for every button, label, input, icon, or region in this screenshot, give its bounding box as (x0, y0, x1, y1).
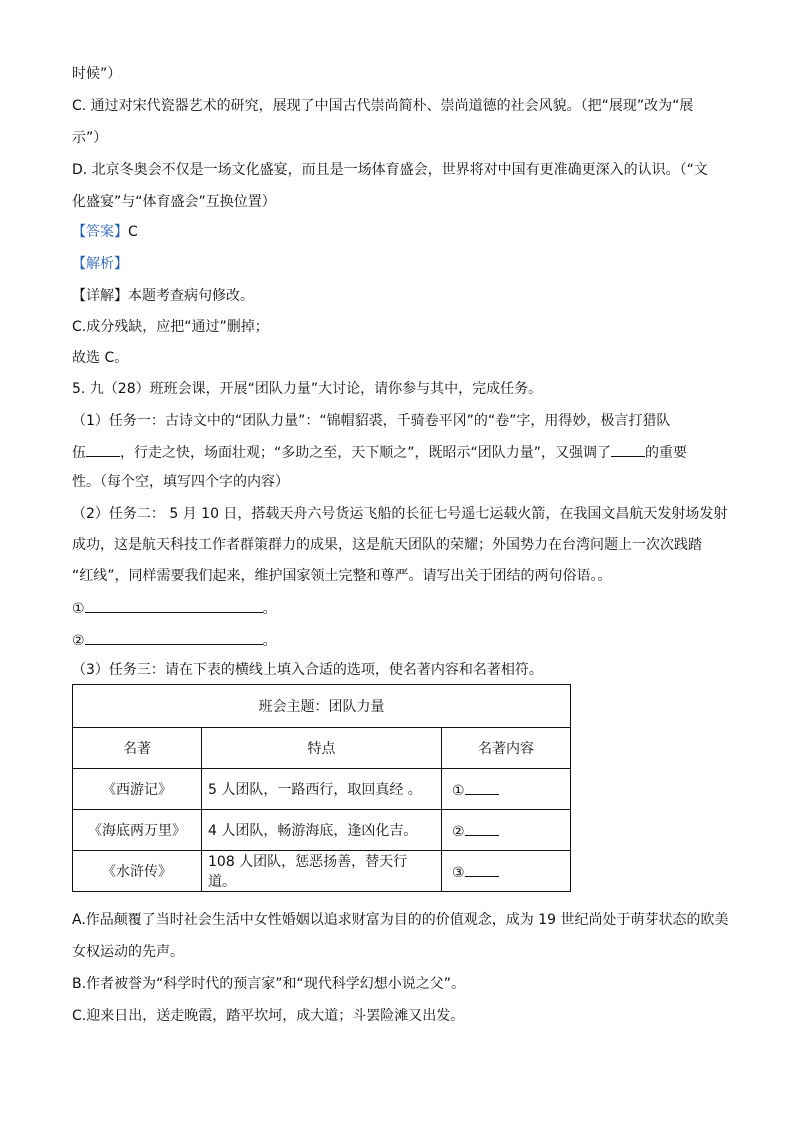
blank-field[interactable] (85, 598, 263, 613)
text-line: 成功，这是航天科技工作者群策群力的成果，这是航天团队的荣耀；外国势力在台湾问题上一次次践踏 (72, 537, 702, 553)
text-span: 的重要 (645, 445, 688, 461)
table-title: 班会主题：团队力量 (73, 685, 571, 728)
option-c-line: C. 通过对宋代瓷器艺术的研究，展现了中国古代崇尚简朴、崇尚道德的社会风貌。（把“展现”改为“展 (72, 98, 694, 114)
circle-number: ② (72, 633, 85, 649)
task-1-line: （1）任务一：古诗文中的“团队力量”：“锦帽貂裘，千骑卷平冈”的“卷”字，用得妙，极言打猎队 (72, 413, 671, 429)
text-line: 女权运动的先声。 (72, 944, 184, 960)
circle-number: ② (452, 823, 465, 840)
text-line: 示”） (72, 130, 108, 146)
circle-number: ③ (452, 864, 465, 881)
table-title-row (73, 685, 571, 728)
book-title: 《西游记》 (73, 769, 202, 810)
task-1-blanks-line (72, 442, 732, 463)
text-line: 化盛宴”与“体育盛会”互换位置） (72, 194, 276, 210)
circle-number: ① (72, 601, 85, 617)
blank-field[interactable] (86, 442, 120, 457)
blank-field[interactable] (465, 821, 499, 836)
blank-field[interactable] (465, 780, 499, 795)
book-feature: 4 人团队，畅游海底，逢凶化吉。 (202, 810, 442, 851)
answer-value: C (128, 224, 138, 240)
table-row (73, 769, 571, 810)
detail-line: 【详解】本题考查病句修改。 (72, 288, 254, 304)
content-answer-cell (442, 851, 571, 892)
book-title: 《海底两万里》 (73, 810, 202, 851)
text-span: 伍 (72, 445, 86, 461)
text-line: C.成分残缺，应把“通过”删掉； (72, 319, 269, 335)
column-header: 特点 (202, 728, 442, 769)
option-d-line: D. 北京冬奥会不仅是一场文化盛宴，而且是一场体育盛会，世界将对中国有更准确更深入的认识。（“文 (72, 162, 708, 178)
books-table (72, 684, 571, 892)
text-span: ，行走之快，场面壮观；“多助之至，天下顺之”，既昭示“团队力量”，又强调了 (120, 445, 612, 461)
text-line: “红线”，同样需要我们起来，维护国家领土完整和尊严。请写出关于团结的两句俗语。。 (72, 568, 612, 584)
blank-field[interactable] (465, 862, 499, 877)
text-span: 。 (262, 633, 277, 649)
option-c-line: C.迎来日出，送走晚霞，踏平坎坷，成大道；斗罢险滩又出发。 (72, 1008, 465, 1024)
task-3-line: （3）任务三：请在下表的横线上填入合适的选项，使名著内容和名著相符。 (72, 662, 543, 678)
text-line: 故选 C。 (72, 350, 129, 366)
book-feature: 108 人团队，惩恶扬善，替天行道。 (202, 851, 442, 892)
table-header-row (73, 728, 571, 769)
answer-blank-1 (72, 598, 732, 619)
column-header: 名著内容 (442, 728, 571, 769)
option-b-line: B.作者被誉为“科学时代的预言家”和“现代科学幻想小说之父”。 (72, 976, 466, 992)
circle-number: ① (452, 782, 465, 799)
question-5-title: 5. 九（28）班班会课，开展“团队力量”大讨论，请你参与其中，完成任务。 (72, 381, 543, 397)
task-2-line: （2）任务二： 5 月 10 日，搭载天舟六号货运飞船的长征七号遥七运载火箭，在我国文昌航天发射场发射 (72, 506, 728, 522)
table-row (73, 810, 571, 851)
answer-tag: 【答案】 (72, 224, 128, 240)
table-row (73, 851, 571, 892)
answer-line (72, 222, 732, 242)
answer-blank-2 (72, 630, 732, 651)
text-line: 性。（每个空，填写四个字的内容） (72, 474, 289, 490)
blank-field[interactable] (85, 630, 263, 645)
content-answer-cell (442, 810, 571, 851)
option-a-line: A.作品颠覆了当时社会生活中女性婚姻以追求财富为目的的价值观念，成为 19 世纪尚处于萌芽状态的欧美 (72, 912, 729, 928)
text-line: 时候”） (72, 66, 122, 82)
book-feature: 5 人团队，一路西行，取回真经 。 (202, 769, 442, 810)
text-span: 。 (262, 601, 277, 617)
content-answer-cell (442, 769, 571, 810)
analysis-tag: 【解析】 (72, 256, 128, 272)
book-title: 《水浒传》 (73, 851, 202, 892)
blank-field[interactable] (611, 442, 645, 457)
column-header: 名著 (73, 728, 202, 769)
